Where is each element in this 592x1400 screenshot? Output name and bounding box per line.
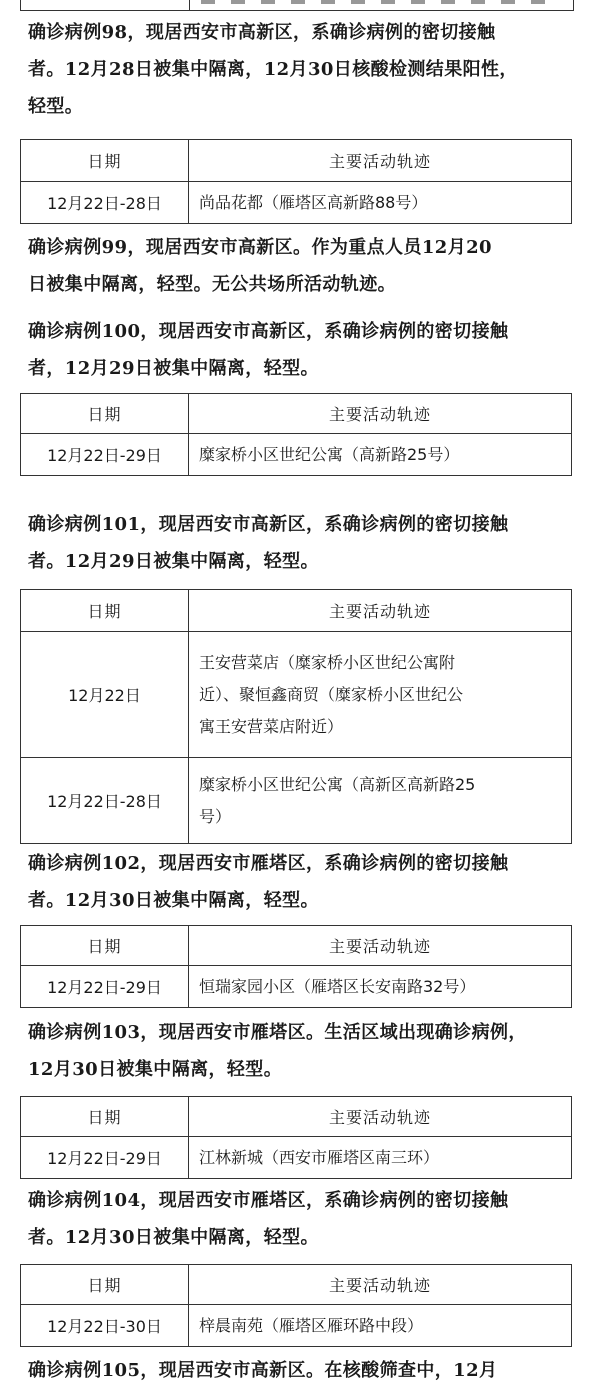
case-98-paragraph: 确诊病例98，现居西安市高新区，系确诊病例的密切接触 者。12月28日被集中隔离，12月30日核酸检测结果阳性， 轻型。 [28,22,518,117]
cropped-table-bottom [20,0,574,11]
header-activity: 主要活动轨迹 [189,394,572,434]
case-101-paragraph: 确诊病例101，现居西安市高新区，系确诊病例的密切接触 者。12月29日被集中隔离，轻型。 [28,514,509,572]
header-activity: 主要活动轨迹 [189,590,572,632]
row-place: 梓晨南苑（雁塔区雁环路中段） [189,1305,572,1347]
header-date: 日期 [21,1265,189,1305]
table-header-row [21,590,572,632]
row-date: 12月22日-30日 [21,1305,189,1347]
case-100-paragraph: 确诊病例100，现居西安市高新区，系确诊病例的密切接触 者，12月29日被集中隔离，轻型。 [28,321,509,379]
row-place: 江林新城（西安市雁塔区南三环） [189,1137,572,1179]
table-header-row [21,1265,572,1305]
table-row [21,1305,572,1347]
table-header-row [21,1097,572,1137]
case-102-table [20,925,572,1008]
row-place: 恒瑞家园小区（雁塔区长安南路32号） [189,966,572,1008]
table-header-row [21,140,572,182]
header-date: 日期 [21,590,189,632]
row-place: 糜家桥小区世纪公寓（高新路25号） [189,434,572,476]
case-103-paragraph: 确诊病例103，现居西安市雁塔区。生活区域出现确诊病例， 12月30日被集中隔离，轻型。 [28,1022,527,1080]
row-place: 尚品花都（雁塔区高新路88号） [189,182,572,224]
header-date: 日期 [21,1097,189,1137]
header-activity: 主要活动轨迹 [189,1097,572,1137]
table-row [21,182,572,224]
case-104-table [20,1264,572,1347]
table-divider [189,0,190,10]
row-date: 12月22日-29日 [21,966,189,1008]
row-date: 12月22日-28日 [21,182,189,224]
table-header-row [21,926,572,966]
row-date: 12月22日-28日 [21,758,189,844]
table-row [21,434,572,476]
table-row [21,966,572,1008]
header-date: 日期 [21,926,189,966]
table-header-row [21,394,572,434]
table-row [21,758,572,844]
header-activity: 主要活动轨迹 [189,140,572,182]
case-103-table [20,1096,572,1179]
case-100-table [20,393,572,476]
case-102-paragraph: 确诊病例102，现居西安市雁塔区，系确诊病例的密切接触 者。12月30日被集中隔离，轻型。 [28,853,509,911]
row-place: 糜家桥小区世纪公寓（高新区高新路25 号） [189,758,572,844]
table-row [21,1137,572,1179]
row-date: 12月22日-29日 [21,434,189,476]
row-date: 12月22日 [21,632,189,758]
case-104-paragraph: 确诊病例104，现居西安市雁塔区，系确诊病例的密切接触 者。12月30日被集中隔离，轻型。 [28,1190,509,1248]
table-row [21,632,572,758]
header-date: 日期 [21,140,189,182]
header-activity: 主要活动轨迹 [189,1265,572,1305]
case-105-paragraph: 确诊病例105，现居西安市高新区。在核酸筛查中，12月 [28,1360,498,1381]
header-activity: 主要活动轨迹 [189,926,572,966]
header-date: 日期 [21,394,189,434]
case-101-table [20,589,572,844]
case-99-paragraph: 确诊病例99，现居西安市高新区。作为重点人员12月20 日被集中隔离，轻型。无公共场所活动轨迹。 [28,237,492,295]
row-date: 12月22日-29日 [21,1137,189,1179]
cropped-text-remnant [201,0,561,4]
row-place: 王安营菜店（糜家桥小区世纪公寓附 近）、聚恒鑫商贸（糜家桥小区世纪公 寓王安营菜店附近） [189,632,572,758]
case-98-table [20,139,572,224]
